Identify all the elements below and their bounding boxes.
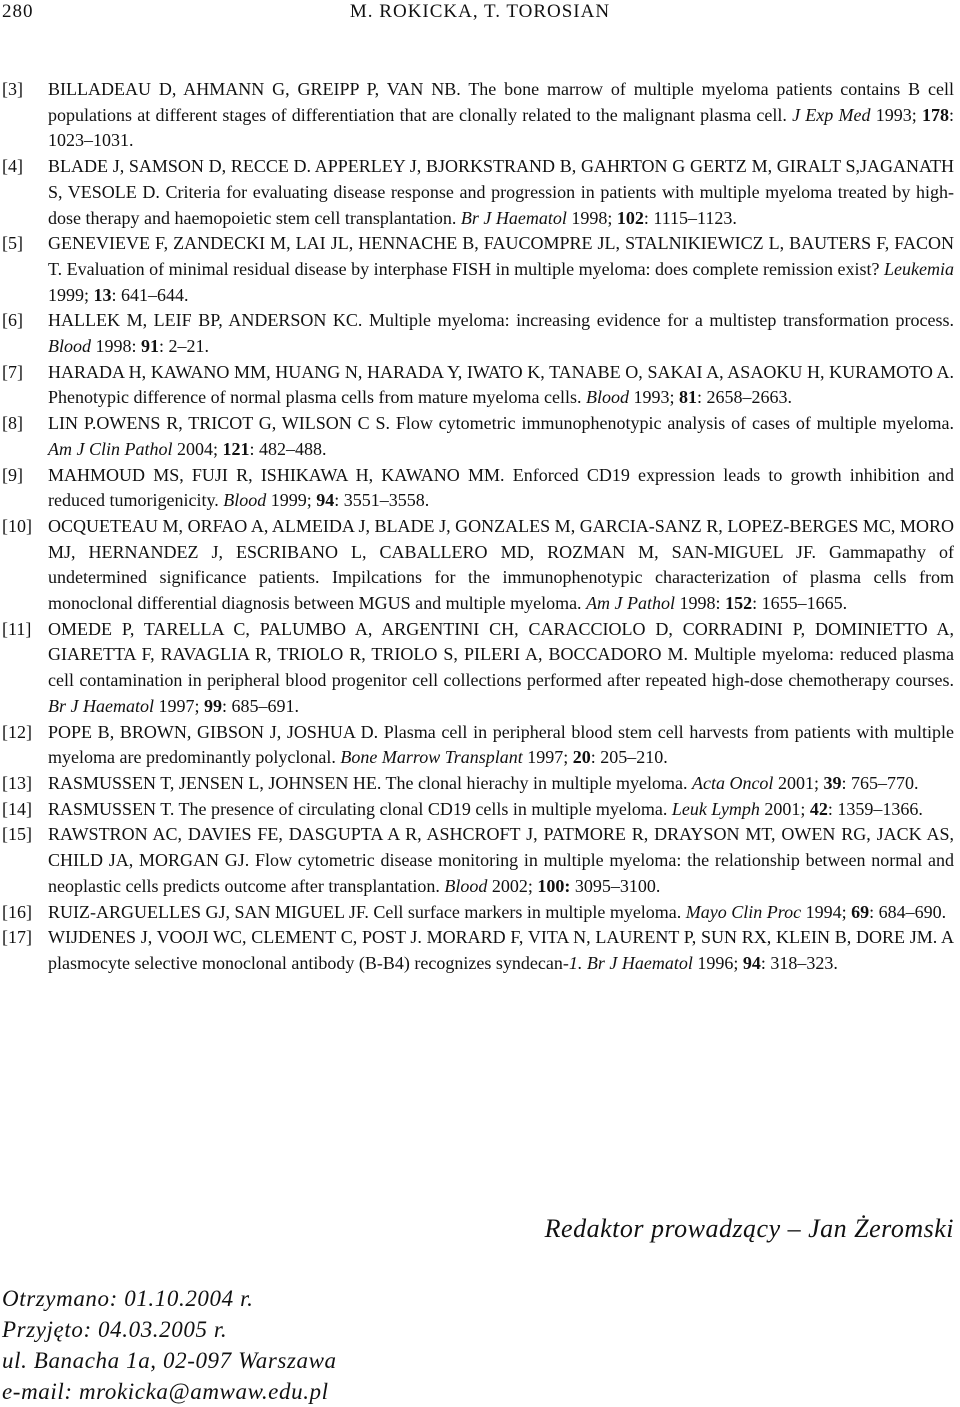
journal-name: Blood [223, 490, 267, 511]
reference-text [48, 77, 954, 154]
reference-text [48, 411, 954, 462]
volume-number: 39 [823, 772, 842, 793]
reference-item [0, 617, 954, 720]
reference-number: [11] [2, 618, 32, 639]
reference-segment: : 1115–1123. [643, 207, 737, 228]
volume-number: 94 [316, 490, 335, 511]
volume-number: 42 [809, 798, 828, 819]
reference-item [0, 822, 954, 899]
reference-segment: 1998: [675, 593, 726, 614]
reference-text [48, 771, 954, 797]
reference-segment: 1999; [48, 284, 94, 305]
reference-text [48, 514, 954, 617]
reference-segment: : 3551–3558. [334, 490, 430, 511]
reference-number: [3] [2, 79, 23, 99]
reference-segment: POPE B, BROWN, GIBSON J, JOSHUA D. Plasma cell in peripheral blood stem cell harvests from patients with multiple myeloma are predominantly polyclonal. [48, 721, 954, 768]
journal-name: Am J Clin Pathol [48, 438, 173, 459]
journal-name: Bone Marrow Transplant [340, 747, 523, 768]
volume-number: 178 [921, 104, 949, 125]
volume-number: 13 [93, 284, 112, 305]
reference-list [0, 77, 954, 977]
reference-text [48, 463, 954, 514]
reference-number: [7] [2, 361, 23, 382]
reference-number: [4] [2, 156, 23, 177]
journal-name: 1. Br J Haematol [568, 952, 693, 973]
accepted-date: Przyjęto: 04.03.2005 r. [2, 1317, 228, 1342]
reference-text [48, 231, 954, 308]
reference-text [48, 900, 954, 926]
reference-item [0, 360, 954, 411]
reference-text [48, 617, 954, 720]
reference-segment: 2001; [773, 772, 824, 793]
volume-number: 102 [616, 207, 644, 228]
reference-text [48, 154, 954, 231]
reference-number: [16] [2, 901, 32, 922]
reference-segment: RASMUSSEN T, JENSEN L, JOHNSEN HE. The clonal hierachy in multiple myeloma. [48, 772, 692, 793]
volume-number: 20 [572, 747, 591, 768]
reference-segment: HARADA H, KAWANO MM, HUANG N, HARADA Y, IWATO K, TANABE O, SAKAI A, ASAOKU H, KURAMOTO A. Phenotypic difference of normal plasma cells from mature myeloma cells. [48, 361, 954, 408]
reference-segment: 2004; [172, 438, 223, 459]
reference-segment: : 685–691. [222, 695, 300, 716]
reference-segment: RASMUSSEN T. The presence of circulating clonal CD19 cells in multiple myeloma. [48, 798, 672, 819]
journal-name: Br J Haematol [48, 695, 154, 716]
reference-segment: 2001; [759, 798, 810, 819]
volume-number: 121 [222, 438, 250, 459]
reference-number: [15] [2, 824, 32, 845]
email-address: e-mail: mrokicka@amwaw.edu.pl [2, 1379, 329, 1404]
journal-name: Br J Haematol [460, 207, 567, 228]
reference-segment: 1997; [153, 695, 204, 716]
reference-number: [12] [2, 721, 32, 742]
volume-number: 69 [851, 901, 870, 922]
reference-segment: : 482–488. [249, 438, 327, 459]
reference-segment: WIJDENES J, VOOJI WC, CLEMENT C, POST J. MORARD F, VITA N, LAURENT P, SUN RX, KLEIN B, DORE JM. A plasmocyte selective monoclonal antibody (B-B4) recognizes syndecan- [48, 927, 954, 973]
reference-segment: BILLADEAU D, AHMANN G, GREIPP P, VAN NB. The bone marrow of multiple myeloma patients contains B cell populations at different stages of differentiation that are clonally related to the malignant plasma cell. [48, 79, 954, 125]
reference-text [48, 925, 954, 976]
reference-segment: 1993; [870, 104, 922, 125]
reference-segment: : 2–21. [159, 336, 210, 357]
reference-item [0, 463, 954, 514]
volume-number: 94 [742, 952, 761, 973]
reference-segment: : 641–644. [111, 284, 189, 305]
reference-segment: LIN P.OWENS R, TRICOT G, WILSON C S. Flow cytometric immunophenotypic analysis of cases of multiple myeloma. [48, 413, 954, 434]
reference-item [0, 231, 954, 308]
reference-number: [13] [2, 772, 32, 793]
page-header [0, 0, 960, 26]
journal-name: Mayo Clin Proc [685, 901, 802, 922]
reference-item [0, 308, 954, 359]
reference-number: [8] [2, 413, 23, 434]
reference-item [0, 154, 954, 231]
reference-segment: : 205–210. [590, 747, 668, 768]
reference-segment: OMEDE P, TARELLA C, PALUMBO A, ARGENTINI CH, CARACCIOLO D, CORRADINI P, DOMINIETTO A, GIARETTA F, RAVAGLIA R, TRIOLO R, TRIOLO S, PILERI A, BOCCADORO M. Multiple myeloma: reduced plasma cell contamination in peripheral blood progenitor cell collections performed after repeated high-dose chemotherapy courses. [48, 618, 954, 691]
reference-segment: 1997; [522, 747, 573, 768]
reference-segment: MAHMOUD MS, FUJI R, ISHIKAWA H, KAWANO MM. Enforced CD19 expression leads to growth inhibition and reduced tumorigenicity. [48, 464, 954, 511]
reference-segment: : 1359–1366. [827, 798, 923, 819]
reference-segment: 2002; [487, 875, 538, 896]
reference-item [0, 77, 954, 154]
reference-text [48, 797, 954, 823]
reference-item [0, 900, 954, 926]
reference-number: [5] [2, 233, 23, 254]
reference-segment: 1994; [801, 901, 852, 922]
reference-item [0, 411, 954, 462]
reference-segment: : 2658–2663. [697, 387, 793, 408]
reference-segment: 1996; [692, 952, 743, 973]
volume-number: 91 [141, 336, 160, 357]
journal-name: J Exp Med [792, 104, 871, 125]
reference-text [48, 308, 954, 359]
reference-number: [14] [2, 798, 32, 819]
reference-segment: : 684–690. [869, 901, 947, 922]
editor-note: Redaktor prowadzący – Jan Żeromski [544, 1214, 954, 1243]
reference-segment: BLADE J, SAMSON D, RECCE D. APPERLEY J, BJORKSTRAND B, GAHRTON G GERTZ M, GIRALT S,JAGANATH S, VESOLE D. Criteria for evaluating disease response and progression in patients with multiple myeloma treated by high-dose therapy and haemopoietic stem cell transplantation. [48, 156, 954, 228]
correspondence-footer [2, 1283, 337, 1407]
reference-number: [17] [2, 927, 32, 948]
journal-name: Blood [444, 875, 488, 896]
reference-text [48, 822, 954, 899]
reference-text [48, 720, 954, 771]
reference-segment: : 1655–1665. [752, 593, 848, 614]
reference-segment: 1998; [566, 207, 617, 228]
reference-segment: HALLEK M, LEIF BP, ANDERSON KC. Multiple myeloma: increasing evidence for a multistep transformation process. [48, 310, 954, 331]
journal-name: Acta Oncol [691, 772, 774, 793]
volume-number: 152 [725, 593, 753, 614]
reference-number: [6] [2, 310, 23, 331]
received-date: Otrzymano: 01.10.2004 r. [2, 1286, 254, 1311]
journal-name: Blood [586, 387, 629, 408]
reference-segment: : 318–323. [760, 952, 838, 973]
journal-name: Am J Pathol [586, 593, 676, 614]
journal-name: Leuk Lymph [671, 798, 760, 819]
reference-item [0, 797, 954, 823]
volume-number: 99 [204, 695, 222, 716]
reference-segment: : 1023–1031. [48, 104, 954, 151]
reference-segment: : 765–770. [841, 772, 919, 793]
journal-name: Blood [48, 336, 91, 357]
reference-text [48, 360, 954, 411]
reference-segment: 3095–3100. [570, 875, 661, 896]
reference-segment: RAWSTRON AC, DAVIES FE, DASGUPTA A R, ASHCROFT J, PATMORE R, DRAYSON MT, OWEN RG, JACK AS, CHILD JA, MORGAN GJ. Flow cytometric disease monitoring in multiple myeloma: the relationship between normal and neoplastic cells predicts outcome after transplantation. [48, 824, 954, 896]
reference-number: [10] [2, 515, 32, 536]
journal-name: Leukemia [884, 258, 954, 279]
reference-item [0, 514, 954, 617]
reference-item [0, 771, 954, 797]
reference-segment: 1999; [266, 490, 317, 511]
reference-segment: RUIZ-ARGUELLES GJ, SAN MIGUEL JF. Cell surface markers in multiple myeloma. [48, 901, 686, 922]
reference-segment: OCQUETEAU M, ORFAO A, ALMEIDA J, BLADE J, GONZALES M, GARCIA-SANZ R, LOPEZ-BERGES MC, MORO MJ, HERNANDEZ J, ESCRIBANO L, CABALLERO MD, ROZMAN M, SAN-MIGUEL JF. Gammapathy of undetermined significance patients. Impilcations for the immunophenotypic characterization of plasma cells from monoclonal differential diagnosis between MGUS and multiple myeloma. [48, 515, 954, 614]
reference-segment: 1998: [91, 336, 142, 357]
volume-number: 81 [679, 387, 698, 408]
reference-item [0, 925, 954, 976]
reference-segment: 1993; [629, 387, 680, 408]
reference-number: [9] [2, 464, 23, 485]
reference-segment: GENEVIEVE F, ZANDECKI M, LAI JL, HENNACHE B, FAUCOMPRE JL, STALNIKIEWICZ L, BAUTERS F, FACON T. Evaluation of minimal residual disease by interphase FISH in multiple myeloma: does complete remission exist? [48, 233, 954, 279]
page-number: 280 [2, 1, 34, 22]
postal-address: ul. Banacha 1a, 02-097 Warszawa [2, 1348, 337, 1373]
volume-number: 100: [537, 875, 571, 896]
running-head-authors: M. ROKICKA, T. TOROSIAN [349, 1, 611, 22]
reference-item [0, 720, 954, 771]
